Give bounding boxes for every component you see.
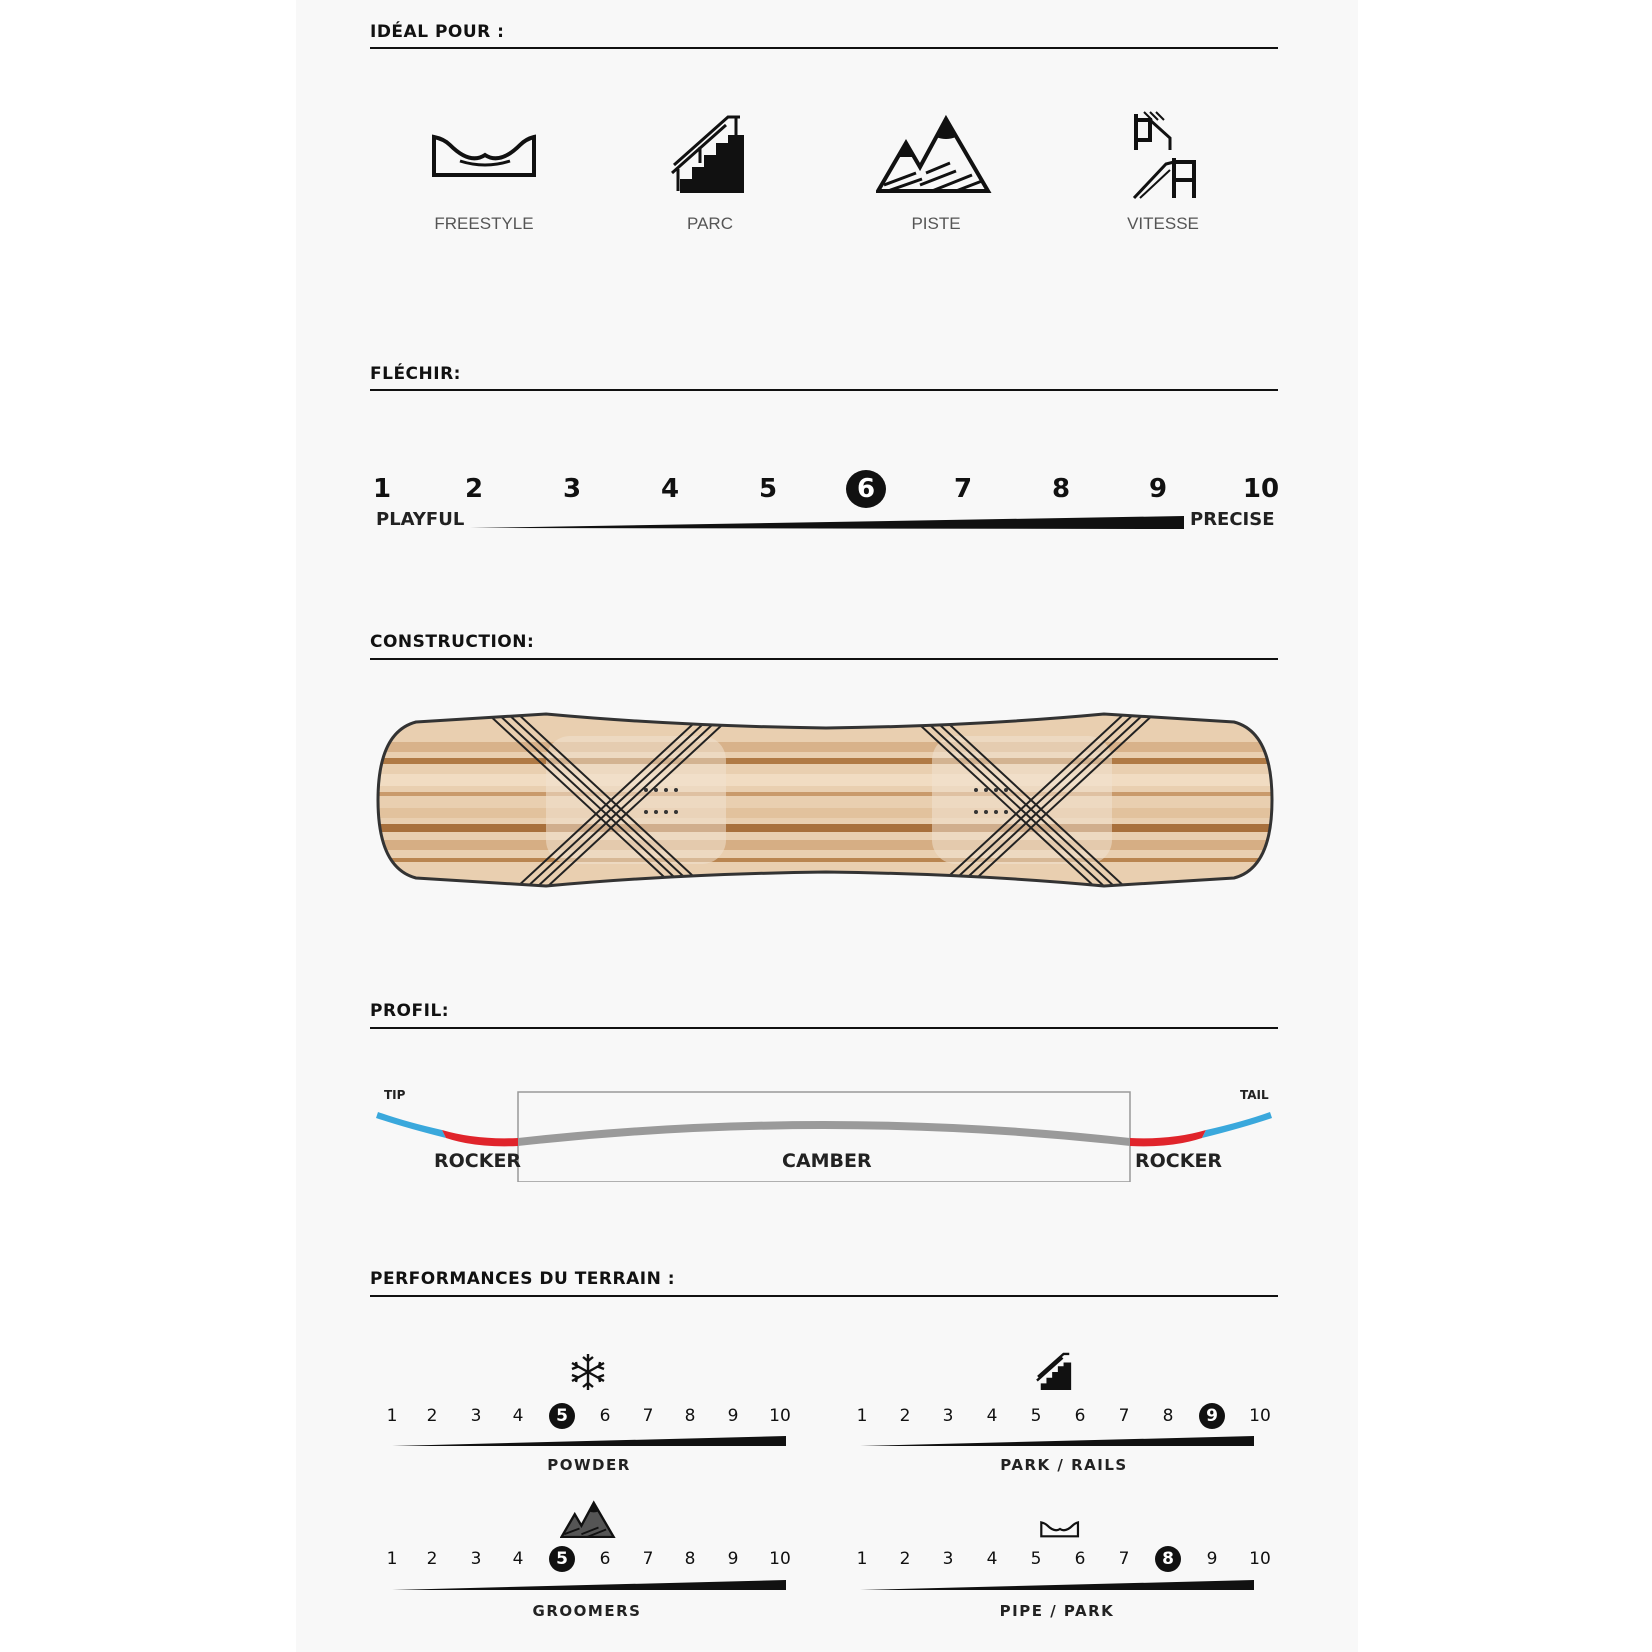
- terrain-number: 10: [769, 1406, 791, 1426]
- terrain-label-pipe-park: PIPE / PARK: [999, 1602, 1115, 1620]
- terrain-number: 6: [1074, 1406, 1086, 1426]
- terrain-number: 9: [1206, 1549, 1218, 1569]
- terrain-number: 2: [426, 1406, 438, 1426]
- terrain-number: 5: [1030, 1549, 1042, 1569]
- terrain-number: 2: [899, 1549, 911, 1569]
- ideal-label-piste: PISTE: [911, 214, 961, 233]
- terrain-number: 7: [1118, 1406, 1130, 1426]
- mountains-icon: [560, 1500, 618, 1538]
- terrain-number: 3: [942, 1406, 954, 1426]
- section-title-terrain: PERFORMANCES DU TERRAIN :: [370, 1269, 676, 1289]
- terrain-number: 9: [727, 1406, 739, 1426]
- terrain-number: 3: [942, 1549, 954, 1569]
- section-divider: [370, 389, 1278, 391]
- terrain-number: 3: [470, 1549, 482, 1569]
- speed-icon: [1130, 110, 1200, 202]
- section-title-ideal: IDÉAL POUR :: [370, 22, 505, 42]
- terrain-number: 1: [386, 1406, 398, 1426]
- terrain-number-selected: 5: [549, 1546, 575, 1572]
- flex-number: 3: [562, 474, 582, 504]
- flex-number: 7: [953, 474, 973, 504]
- terrain-label-powder: POWDER: [547, 1456, 631, 1474]
- profile-right-rocker-label: ROCKER: [1135, 1150, 1223, 1172]
- terrain-number: 3: [470, 1406, 482, 1426]
- profile-tip-label: TIP: [384, 1088, 406, 1102]
- terrain-number: 1: [856, 1549, 868, 1569]
- profile-left-rocker-label: ROCKER: [434, 1150, 522, 1172]
- halfpipe-icon: [1034, 1518, 1086, 1540]
- section-title-construction: CONSTRUCTION:: [370, 632, 535, 652]
- mountains-icon: [876, 113, 996, 193]
- section-divider: [370, 1027, 1278, 1029]
- terrain-number: 2: [426, 1549, 438, 1569]
- flex-number: 8: [1051, 474, 1071, 504]
- terrain-wedge-bar: [392, 1434, 788, 1448]
- terrain-number: 7: [1118, 1549, 1130, 1569]
- ideal-label-parc: PARC: [687, 214, 733, 233]
- snowboard-construction-image: [376, 712, 1274, 888]
- terrain-label-park-rails: PARK / RAILS: [1000, 1456, 1128, 1474]
- terrain-label-groomers: GROOMERS: [532, 1602, 642, 1620]
- terrain-number: 10: [1249, 1406, 1271, 1426]
- section-title-flex: FLÉCHIR:: [370, 364, 461, 384]
- terrain-number: 2: [899, 1406, 911, 1426]
- terrain-wedge-bar: [392, 1578, 788, 1592]
- terrain-wedge-bar: [860, 1578, 1256, 1592]
- terrain-number-selected: 9: [1199, 1403, 1225, 1429]
- stairs-rail-icon: [670, 113, 750, 197]
- ideal-label-freestyle: FREESTYLE: [434, 214, 534, 233]
- terrain-number: 8: [684, 1406, 696, 1426]
- flex-number-selected: 6: [846, 470, 886, 508]
- profile-tail-label: TAIL: [1240, 1088, 1269, 1102]
- flex-number: 5: [758, 474, 778, 504]
- flex-number: 1: [372, 474, 392, 504]
- flex-number: 4: [660, 474, 680, 504]
- flex-number: 9: [1148, 474, 1168, 504]
- terrain-number: 7: [642, 1406, 654, 1426]
- terrain-number: 10: [1249, 1549, 1271, 1569]
- terrain-number: 4: [986, 1406, 998, 1426]
- terrain-number: 6: [1074, 1549, 1086, 1569]
- terrain-wedge-bar: [860, 1434, 1256, 1448]
- terrain-number: 8: [1162, 1406, 1174, 1426]
- snowflake-icon: [568, 1352, 608, 1392]
- halfpipe-icon: [430, 125, 540, 185]
- terrain-number: 6: [599, 1549, 611, 1569]
- stairs-rail-icon: [1036, 1352, 1074, 1392]
- terrain-number: 10: [769, 1549, 791, 1569]
- terrain-number: 4: [986, 1549, 998, 1569]
- terrain-number: 9: [727, 1549, 739, 1569]
- terrain-number-selected: 5: [549, 1403, 575, 1429]
- terrain-number: 1: [386, 1549, 398, 1569]
- flex-right-label: PRECISE: [1190, 509, 1275, 530]
- terrain-number: 6: [599, 1406, 611, 1426]
- profile-camber-label: CAMBER: [782, 1150, 872, 1172]
- ideal-label-vitesse: VITESSE: [1127, 214, 1199, 233]
- section-divider: [370, 47, 1278, 49]
- terrain-number: 1: [856, 1406, 868, 1426]
- flex-number: 2: [464, 474, 484, 504]
- terrain-number: 5: [1030, 1406, 1042, 1426]
- flex-left-label: PLAYFUL: [376, 509, 465, 530]
- terrain-number: 7: [642, 1549, 654, 1569]
- section-title-profile: PROFIL:: [370, 1001, 450, 1021]
- terrain-number: 4: [512, 1549, 524, 1569]
- terrain-number: 4: [512, 1406, 524, 1426]
- section-divider: [370, 658, 1278, 660]
- terrain-number-selected: 8: [1155, 1546, 1181, 1572]
- section-divider: [370, 1295, 1278, 1297]
- flex-number: 10: [1242, 474, 1280, 504]
- terrain-number: 8: [684, 1549, 696, 1569]
- flex-wedge-bar: [470, 512, 1186, 530]
